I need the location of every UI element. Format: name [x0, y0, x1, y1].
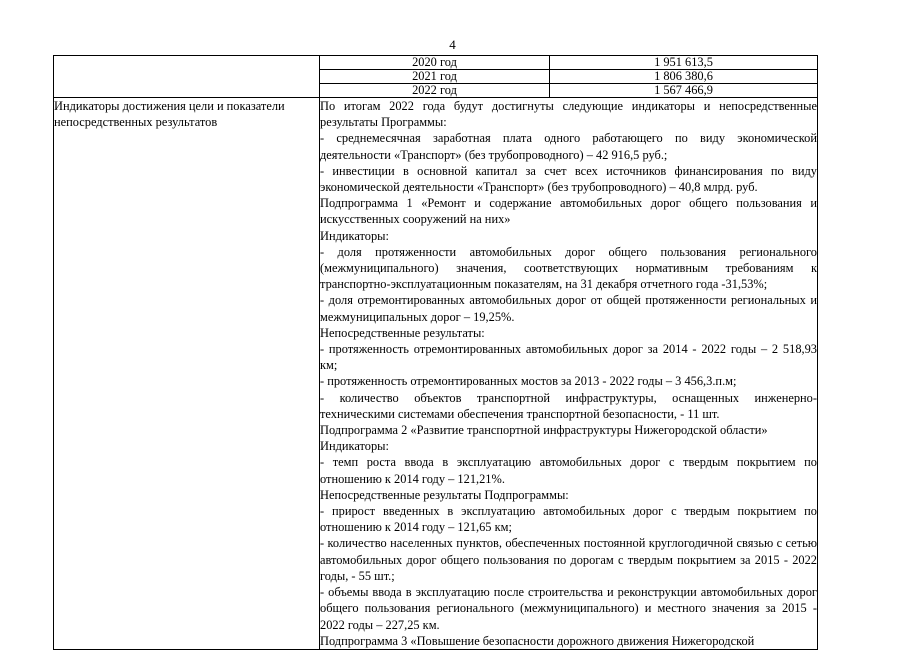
content-line: Непосредственные результаты:	[320, 325, 485, 340]
content-line: - количество населенных пунктов, обеспеченных постоянной круглогодичной связью с сетью автомобильных дорог общего пользования по дорогам с твердым покрытием за 2015 - 2022 годы, - 55 шт.;	[320, 536, 817, 583]
content-line: Подпрограмма 2 «Развитие транспортной инфраструктуры Нижегородской области»	[320, 423, 768, 438]
funding-years-table	[320, 56, 817, 97]
content-line: - доля протяженности автомобильных дорог общего пользования регионального (межмуниципального) значения, соответствующих нормативным требованиям к транспортно-эксплуатационным показателям, на 31 декабря отчетного года -31,53%;	[320, 244, 817, 292]
content-line: - темп роста ввода в эксплуатацию автомобильных дорог с твердым покрытием по отношению к 2014 году – 121,21%.	[320, 455, 817, 486]
funding-year-row	[320, 70, 817, 84]
page-number: 4	[449, 37, 456, 52]
content-line: По итогам 2022 года будут достигнуты следующие индикаторы и непосредственные результаты Программы:	[320, 99, 817, 130]
indicators-label: Индикаторы достижения цели и показатели непосредственных результатов	[54, 98, 320, 650]
amount-cell: 1 951 613,5	[550, 56, 818, 70]
amount-cell: 1 806 380,6	[550, 70, 818, 84]
funding-year-row	[320, 84, 817, 98]
year-cell: 2020 год	[320, 56, 550, 70]
content-line: Индикаторы:	[320, 228, 389, 243]
content-line: - прирост введенных в эксплуатацию автомобильных дорог с твердым покрытием по отношению к 2014 году – 121,65 км;	[320, 504, 817, 535]
year-cell: 2021 год	[320, 70, 550, 84]
funding-years-cell	[320, 56, 818, 98]
content-line: - среднемесячная заработная плата одного работающего по виду экономической деятельности «Транспорт» (без трубопроводного) – 42 916,5 руб.;	[320, 131, 817, 162]
funding-year-row	[320, 56, 817, 70]
content-line: Подпрограмма 3 «Повышение безопасности дорожного движения Нижегородской	[320, 633, 755, 648]
indicators-content	[320, 98, 818, 650]
funding-row	[54, 56, 818, 98]
content-line: - доля отремонтированных автомобильных дорог от общей протяженности региональных и межмуниципальных дорог – 19,25%.	[320, 293, 817, 324]
empty-left-cell	[54, 56, 320, 98]
passport-table	[53, 55, 818, 650]
content-line: - инвестиции в основной капитал за счет всех источников финансирования по виду экономической деятельности «Транспорт» (без трубопроводного) – 40,8 млрд. руб.	[320, 163, 817, 195]
content-line: - объемы ввода в эксплуатацию после строительства и реконструкции автомобильных дорог общего пользования регионального (межмуниципального) и местного значения за 2015 - 2022 годы – 227,25 км.	[320, 585, 817, 632]
content-line: Непосредственные результаты Подпрограммы:	[320, 487, 569, 502]
indicators-row	[54, 98, 818, 650]
content-line: Подпрограмма 1 «Ремонт и содержание автомобильных дорог общего пользования и искусственных сооружений на них»	[320, 196, 817, 227]
content-line: - протяженность отремонтированных автомобильных дорог за 2014 - 2022 годы – 2 518,93 км;	[320, 342, 817, 373]
content-line: - протяженность отремонтированных мостов за 2013 - 2022 годы – 3 456,3.п.м;	[320, 374, 737, 389]
year-cell: 2022 год	[320, 84, 550, 98]
content-line: - количество объектов транспортной инфраструктуры, оснащенных инженерно-техническими системами обеспечения транспортной безопасности, - 11 шт.	[320, 390, 817, 421]
amount-cell: 1 567 466,9	[654, 83, 713, 97]
content-line: Индикаторы:	[320, 439, 389, 454]
